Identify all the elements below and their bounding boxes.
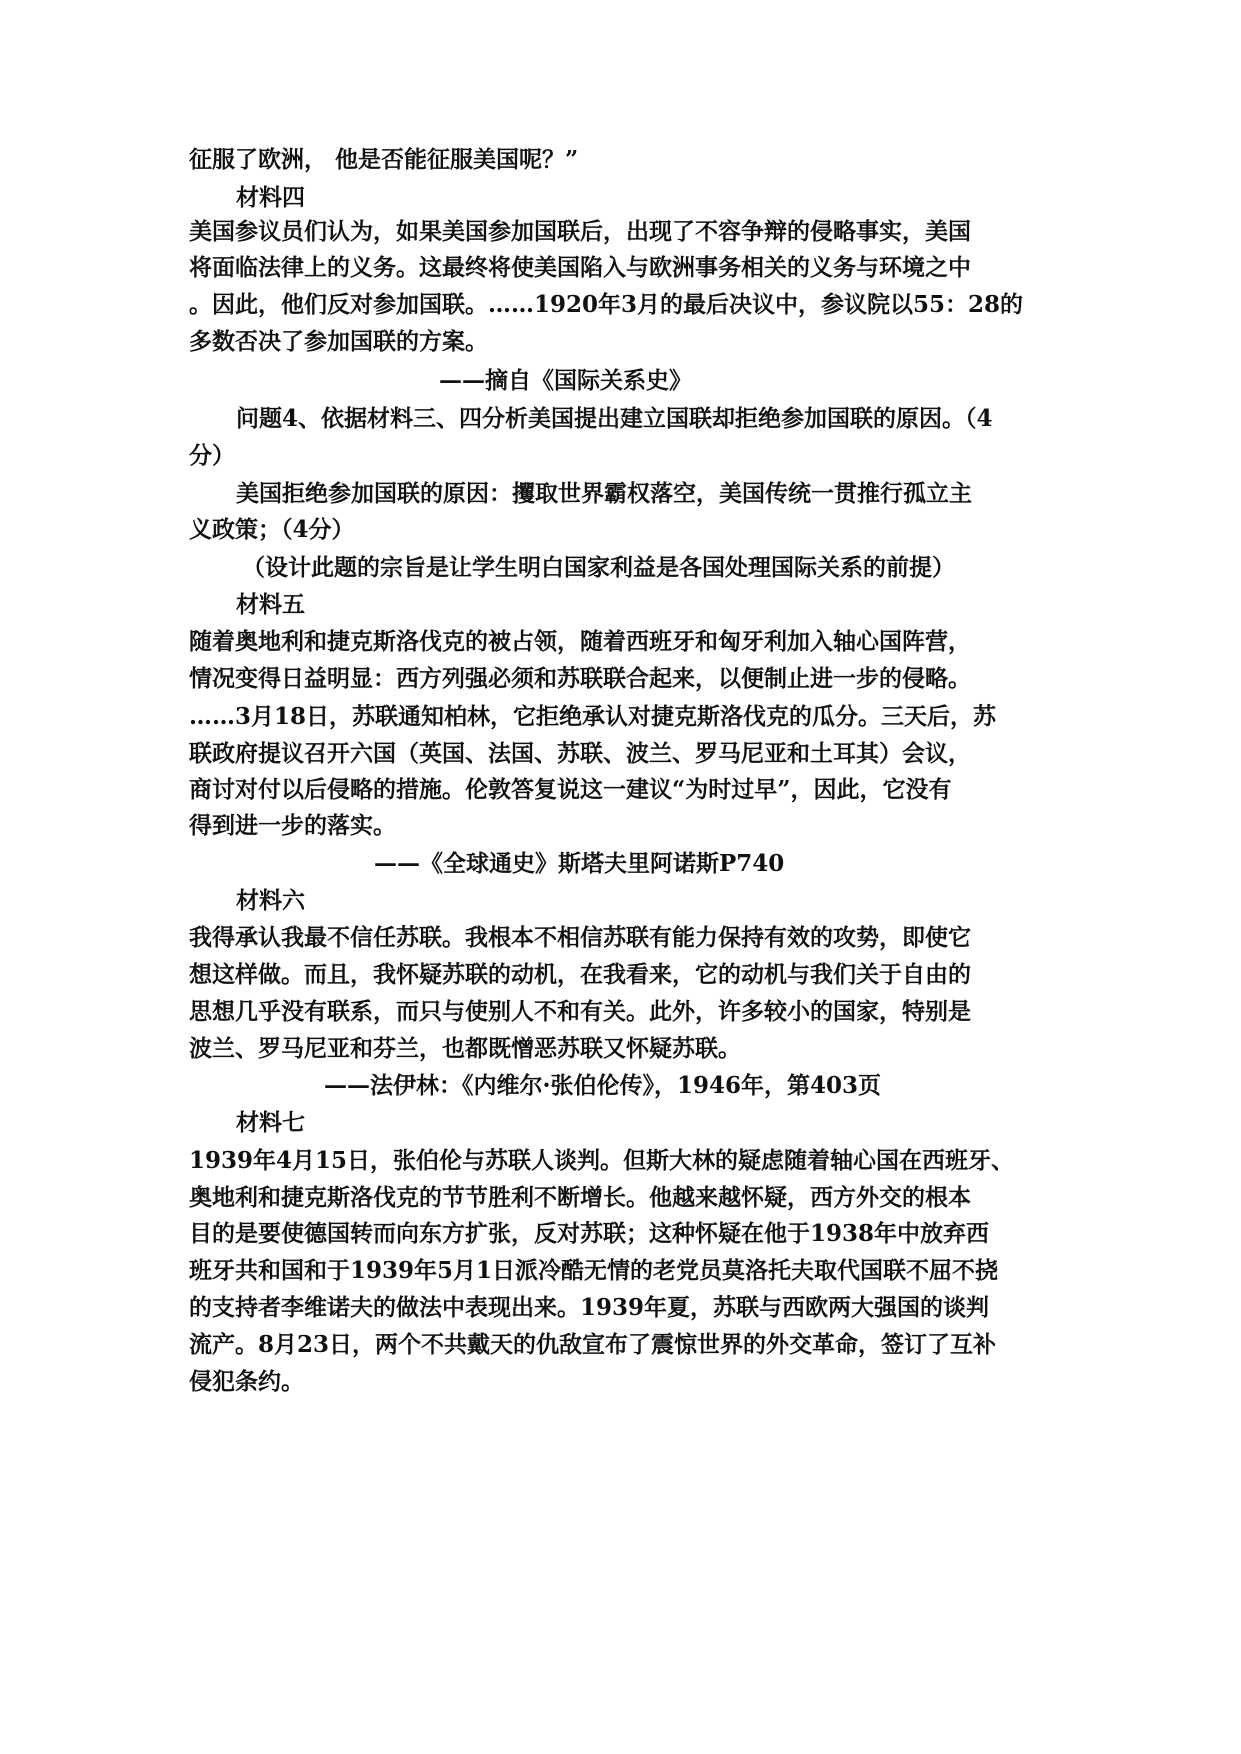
source-citation: ——摘自《国际关系史》 [439,367,692,394]
text-line: 多数否决了参加国联的方案。 [189,328,488,355]
text-line: 义政策；（4分） [189,516,355,543]
text-line: 班牙共和国和于1939年5月1日派冷酷无情的老党员莫洛托夫取代国联不屈不挠 [189,1257,999,1284]
section-heading: 材料五 [236,591,305,618]
text-line: 随着奥地利和捷克斯洛伐克的被占领，随着西班牙和匈牙利加入轴心国阵营， [189,628,971,655]
section-heading: 材料七 [236,1109,305,1136]
text-line: 美国参议员们认为，如果美国参加国联后，出现了不容争辩的侵略事实，美国 [189,218,971,245]
text-line: 侵犯条约。 [189,1368,304,1395]
text-line: 我得承认我最不信任苏联。我根本不相信苏联有能力保持有效的攻势，即使它 [189,924,971,951]
text-line: 奥地利和捷克斯洛伐克的节节胜利不断增长。他越来越怀疑，西方外交的根本 [189,1184,971,1211]
text-line: 征服了欧洲， 他是否能征服美国呢？” [189,146,579,173]
text-line: 商讨对付以后侵略的措施。伦敦答复说这一建议“为时过早”，因此，它没有 [189,776,952,803]
text-line: 的支持者李维诺夫的做法中表现出来。1939年夏，苏联与西欧两大强国的谈判 [189,1294,990,1321]
text-line: 波兰、罗马尼亚和芬兰，也都既憎恶苏联又怀疑苏联。 [189,1035,741,1062]
source-citation: ——法伊林：《内维尔·张伯伦传》，1946年，第403页 [324,1072,882,1099]
text-line: 得到进一步的落实。 [189,812,396,839]
text-line: 目的是要使德国转而向东方扩张，反对苏联；这种怀疑在他于1938年中放弃西 [189,1220,990,1247]
section-heading: 材料四 [236,184,305,211]
text-line: 将面临法律上的义务。这最终将使美国陷入与欧洲事务相关的义务与环境之中 [189,254,971,281]
text-line: 1939年4月15日，张伯伦与苏联人谈判。但斯大林的疑虑随着轴心国在西班牙、 [189,1147,1015,1174]
question-text: 问题4、依据材料三、四分析美国提出建立国联却拒绝参加国联的原因。（4 [236,405,993,432]
text-line: 分） [189,442,235,469]
source-citation: ——《全球通史》斯塔夫里阿诺斯P740 [374,850,785,877]
text-line: ……3月18日，苏联通知柏林，它拒绝承认对捷克斯洛伐克的瓜分。三天后，苏 [189,703,997,730]
text-line: 流产。8月23日，两个不共戴天的仇敌宣布了震惊世界的外交革命，签订了互补 [189,1331,997,1358]
text-line: 。因此，他们反对参加国联。……1920年3月的最后决议中，参议院以55：28的 [189,291,1024,318]
answer-text: 美国拒绝参加国联的原因：攫取世界霸权落空，美国传统一贯推行孤立主 [236,480,972,507]
text-line: 情况变得日益明显：西方列强必须和苏联联合起来，以便制止进一步的侵略。 [189,665,971,692]
text-line: 联政府提议召开六国（英国、法国、苏联、波兰、罗马尼亚和土耳其）会议， [189,740,971,767]
section-heading: 材料六 [236,887,305,914]
text-line: 想这样做。而且，我怀疑苏联的动机，在我看来，它的动机与我们关于自由的 [189,961,971,988]
text-line: 思想几乎没有联系，而只与使别人不和有关。此外，许多较小的国家，特别是 [189,998,971,1025]
design-note: （设计此题的宗旨是让学生明白国家利益是各国处理国际关系的前提） [242,554,955,581]
